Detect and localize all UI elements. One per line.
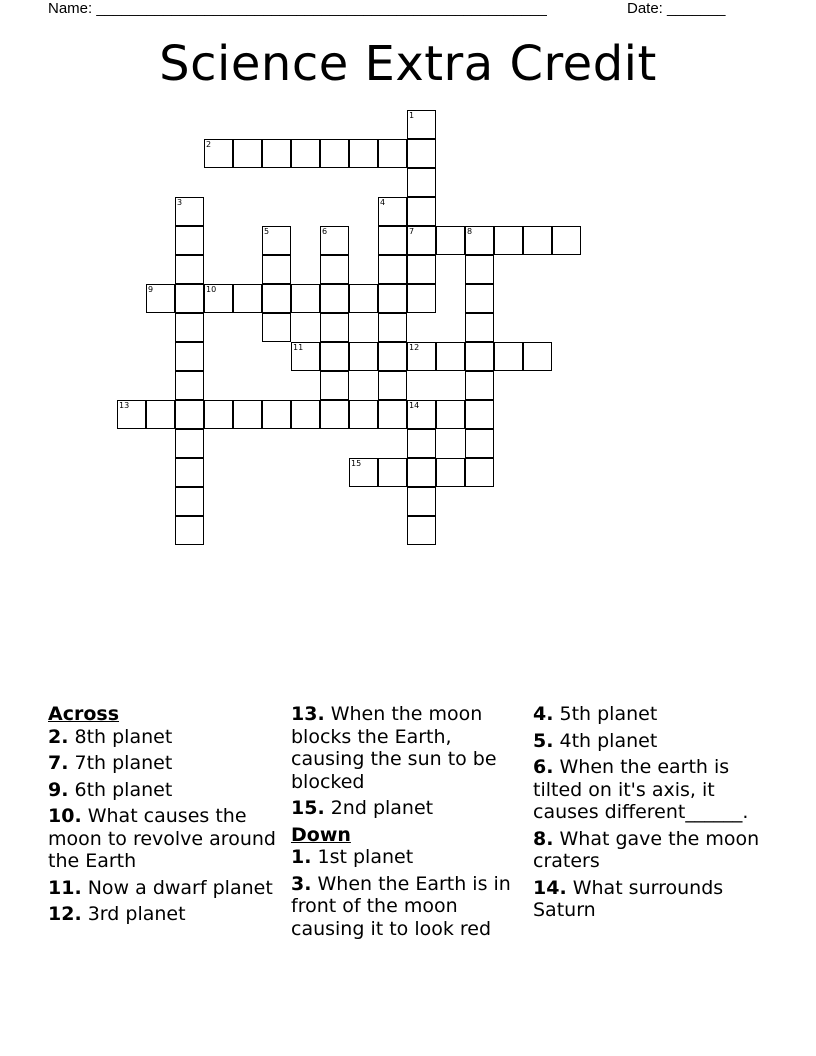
clue-across-10: 10. What causes the moon to revolve around the Earth xyxy=(48,805,276,872)
clues-column-2 xyxy=(291,703,527,944)
clue-across-13: 13. When the moon blocks the Earth, causing the sun to be blocked xyxy=(291,703,497,793)
grid-cell[interactable] xyxy=(465,313,494,342)
grid-cell[interactable] xyxy=(436,400,465,429)
grid-cell[interactable] xyxy=(262,313,291,342)
clue-across-9: 9. 6th planet xyxy=(48,778,173,801)
grid-cell[interactable] xyxy=(320,255,349,284)
grid-cell[interactable] xyxy=(407,487,436,516)
clue-across-11: 11. Now a dwarf planet xyxy=(48,876,273,899)
clue-number: 13 xyxy=(119,401,130,410)
clue-number: 12 xyxy=(409,343,420,352)
grid-cell[interactable] xyxy=(204,139,233,168)
grid-cell[interactable] xyxy=(465,342,494,371)
grid-cell[interactable] xyxy=(378,458,407,487)
grid-cell[interactable] xyxy=(320,226,349,255)
grid-cell[interactable] xyxy=(407,197,436,226)
clue-across-12: 12. 3rd planet xyxy=(48,903,186,925)
clue-number: 6 xyxy=(322,227,328,236)
grid-cell[interactable] xyxy=(262,139,291,168)
grid-cell[interactable] xyxy=(291,139,320,168)
grid-cell[interactable] xyxy=(233,284,262,313)
name-line: Name: ______________________________________________________ xyxy=(48,0,547,17)
clue-number: 15 xyxy=(351,459,362,468)
grid-cell[interactable] xyxy=(320,400,349,429)
grid-cell[interactable] xyxy=(233,400,262,429)
grid-cell[interactable] xyxy=(465,371,494,400)
grid-cell[interactable] xyxy=(378,342,407,371)
clue-number: 1 xyxy=(409,111,415,120)
grid-cell[interactable] xyxy=(320,342,349,371)
grid-cell[interactable] xyxy=(552,226,581,255)
grid-cell[interactable] xyxy=(175,458,204,487)
grid-cell[interactable] xyxy=(349,284,378,313)
grid-cell[interactable] xyxy=(291,342,320,371)
grid-cell[interactable] xyxy=(233,139,262,168)
grid-cell[interactable] xyxy=(407,139,436,168)
grid-cell[interactable] xyxy=(378,284,407,313)
grid-cell[interactable] xyxy=(175,487,204,516)
clue-down-5: 5. 4th planet xyxy=(533,729,658,752)
grid-cell[interactable] xyxy=(175,197,204,226)
clue-across-15: 15. 2nd planet xyxy=(291,797,434,819)
grid-cell[interactable] xyxy=(494,342,523,371)
grid-cell[interactable] xyxy=(378,313,407,342)
grid-cell[interactable] xyxy=(349,458,378,487)
grid-cell[interactable] xyxy=(349,400,378,429)
clues-column-1 xyxy=(48,703,278,930)
grid-cell[interactable] xyxy=(523,342,552,371)
grid-cell[interactable] xyxy=(407,226,436,255)
date-line: Date: _______ xyxy=(627,0,726,17)
clue-number: 11 xyxy=(293,343,304,352)
grid-cell[interactable] xyxy=(262,226,291,255)
clue-number: 5 xyxy=(264,227,270,236)
grid-cell[interactable] xyxy=(175,342,204,371)
grid-cell[interactable] xyxy=(378,255,407,284)
grid-cell[interactable] xyxy=(378,400,407,429)
grid-cell[interactable] xyxy=(320,371,349,400)
across-heading: Across xyxy=(48,703,120,725)
grid-cell[interactable] xyxy=(378,226,407,255)
clue-across-7: 7. 7th planet xyxy=(48,752,173,774)
clue-number: 14 xyxy=(409,401,420,410)
grid-cell[interactable] xyxy=(407,284,436,313)
grid-cell[interactable] xyxy=(465,284,494,313)
clue-number: 8 xyxy=(467,227,473,236)
grid-cell[interactable] xyxy=(465,458,494,487)
grid-cell[interactable] xyxy=(465,400,494,429)
grid-cell[interactable] xyxy=(262,400,291,429)
clue-down-4: 4. 5th planet xyxy=(533,703,658,725)
grid-cell[interactable] xyxy=(436,458,465,487)
grid-cell[interactable] xyxy=(407,342,436,371)
grid-cell[interactable] xyxy=(320,284,349,313)
grid-cell[interactable] xyxy=(436,226,465,255)
grid-cell[interactable] xyxy=(465,255,494,284)
down-heading: Down xyxy=(291,823,351,846)
grid-cell[interactable] xyxy=(523,226,552,255)
grid-cell[interactable] xyxy=(378,139,407,168)
clue-down-3: 3. When the Earth is in front of the moon causing it to look red xyxy=(291,872,511,940)
grid-cell[interactable] xyxy=(204,284,233,313)
clue-number: 7 xyxy=(409,227,415,236)
grid-cell[interactable] xyxy=(175,429,204,458)
grid-cell[interactable] xyxy=(378,197,407,226)
grid-cell[interactable] xyxy=(146,284,175,313)
grid-cell[interactable] xyxy=(494,226,523,255)
grid-cell[interactable] xyxy=(175,284,204,313)
grid-cell[interactable] xyxy=(175,226,204,255)
grid-cell[interactable] xyxy=(175,255,204,284)
clue-across-2: 2. 8th planet xyxy=(48,725,173,748)
clue-down-14: 14. What surrounds Saturn xyxy=(533,876,724,921)
grid-cell[interactable] xyxy=(117,400,146,429)
grid-cell[interactable] xyxy=(407,168,436,197)
grid-cell[interactable] xyxy=(407,400,436,429)
grid-cell[interactable] xyxy=(204,400,233,429)
grid-cell[interactable] xyxy=(175,313,204,342)
clue-number: 2 xyxy=(206,140,212,149)
grid-cell[interactable] xyxy=(175,371,204,400)
page-title: Science Extra Credit xyxy=(159,36,657,92)
clue-down-6: 6. When the earth is tilted on it's axis, it causes different______. xyxy=(533,756,749,823)
grid-cell[interactable] xyxy=(436,342,465,371)
grid-cell[interactable] xyxy=(407,255,436,284)
grid-cell[interactable] xyxy=(407,429,436,458)
clue-number: 9 xyxy=(148,285,154,294)
clue-number: 10 xyxy=(206,285,217,294)
grid-cell[interactable] xyxy=(175,400,204,429)
grid-cell[interactable] xyxy=(175,516,204,545)
clue-number: 3 xyxy=(177,198,183,207)
grid-cell[interactable] xyxy=(262,284,291,313)
grid-cell[interactable] xyxy=(349,342,378,371)
grid-cell[interactable] xyxy=(378,371,407,400)
grid-cell[interactable] xyxy=(291,284,320,313)
grid-cell[interactable] xyxy=(291,400,320,429)
grid-cell[interactable] xyxy=(262,255,291,284)
clues-column-3 xyxy=(533,703,773,926)
clue-down-8: 8. What gave the moon craters xyxy=(533,827,760,872)
grid-cell[interactable] xyxy=(146,400,175,429)
grid-cell[interactable] xyxy=(349,139,378,168)
grid-cell[interactable] xyxy=(407,458,436,487)
clue-number: 4 xyxy=(380,198,386,207)
grid-cell[interactable] xyxy=(465,429,494,458)
grid-cell[interactable] xyxy=(465,226,494,255)
grid-cell[interactable] xyxy=(407,516,436,545)
grid-cell[interactable] xyxy=(320,139,349,168)
clue-down-1: 1. 1st planet xyxy=(291,846,414,868)
grid-cell[interactable] xyxy=(407,110,436,139)
grid-cell[interactable] xyxy=(320,313,349,342)
